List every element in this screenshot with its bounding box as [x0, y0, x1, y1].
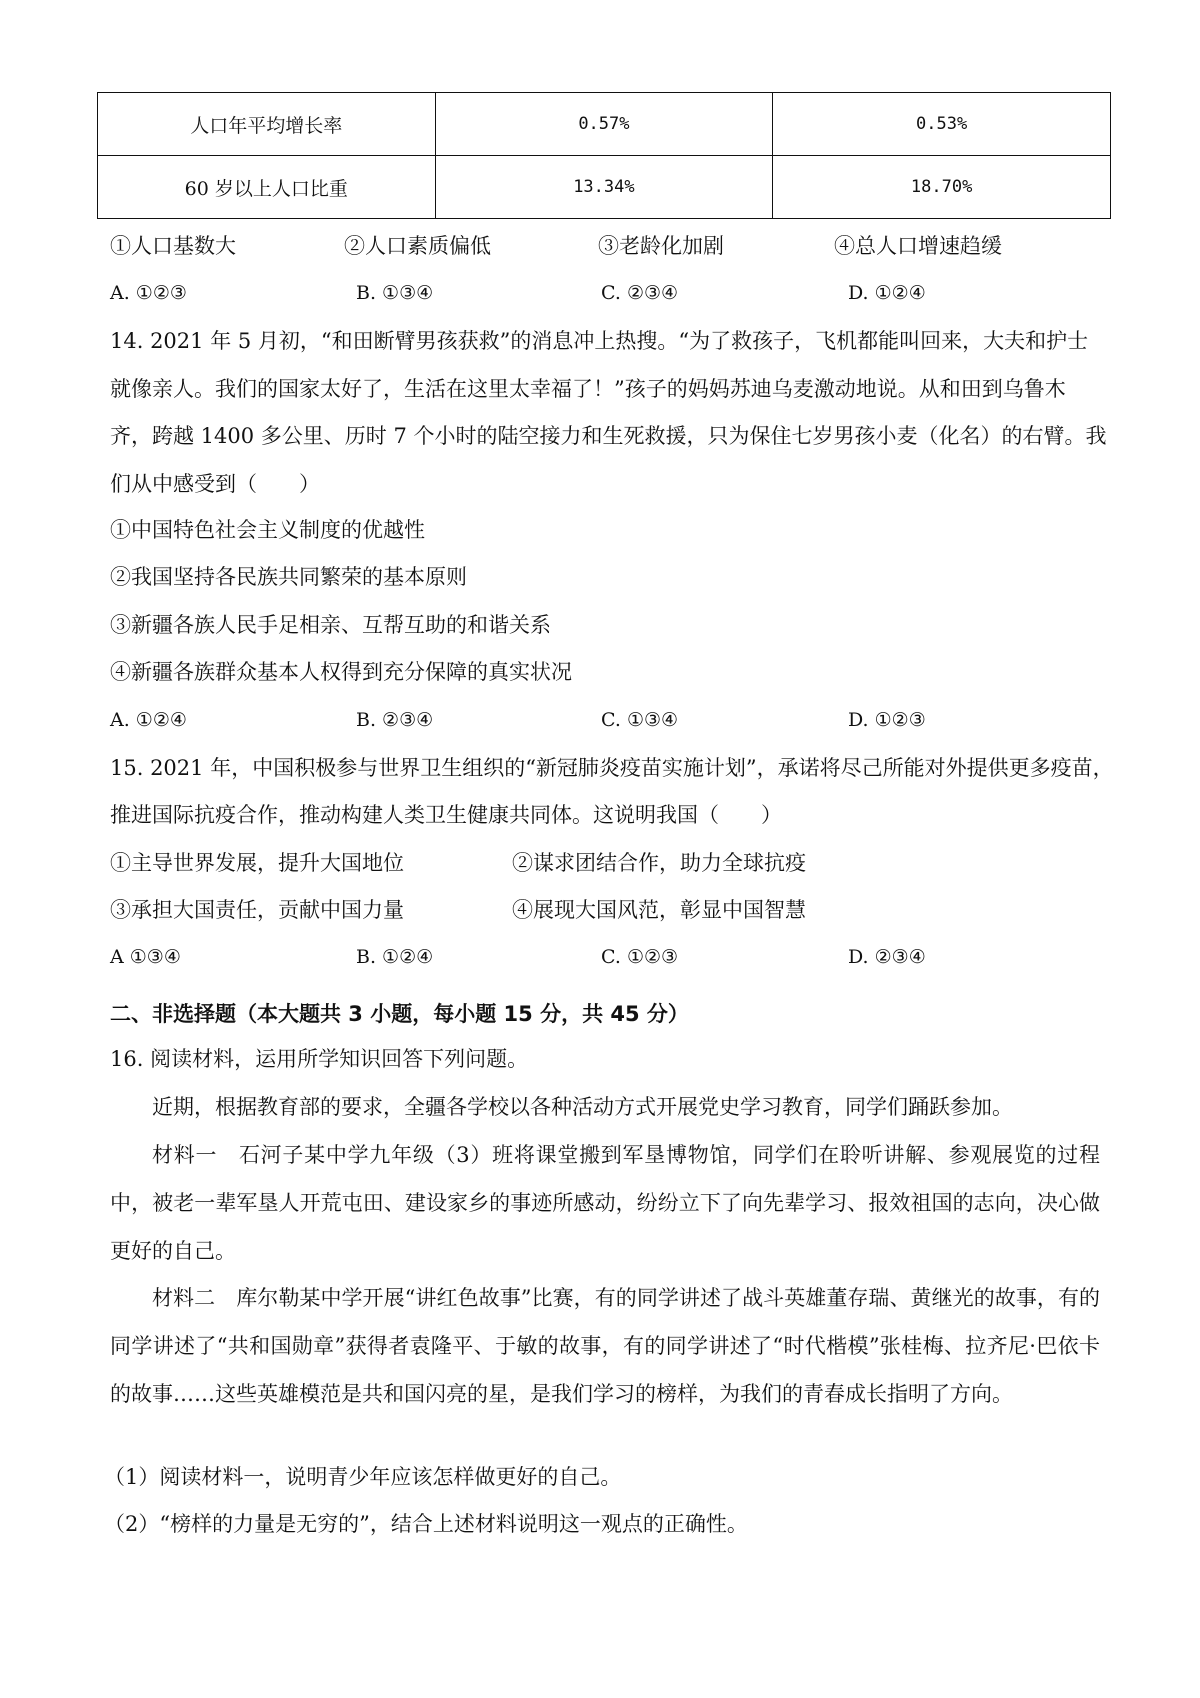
q13-answer-a: A. ①②③ [110, 282, 187, 304]
q14-line-1: 14. 2021 年 5 月初，“和田断臂男孩获救”的消息冲上热搜。“为了救孩子，飞机都能叫回来，大夫和护士 [110, 329, 1089, 353]
q13-statement-2: ②人口素质偏低 [344, 234, 491, 258]
table-cell: 13.34% [435, 156, 773, 219]
q15-statement-3: ③承担大国责任，贡献中国力量 [110, 898, 404, 922]
q15-answer-c: C. ①②③ [601, 946, 679, 968]
q15-answer-d: D. ②③④ [848, 946, 926, 968]
q13-answer-b: B. ①③④ [356, 282, 434, 304]
q13-statement-3: ③老龄化加剧 [598, 234, 724, 258]
population-table [97, 92, 1111, 219]
q16-material-2: 材料二 库尔勒某中学开展“讲红色故事”比赛，有的同学讲述了战斗英雄董存瑞、黄继光的故事，有的同学讲述了“共和国勋章”获得者袁隆平、于敏的故事，有的同学讲述了“时代楷模”张桂梅、拉齐尼·巴依卡的故事……这些英雄模范是共和国闪亮的星，是我们学习的榜样，为我们的青春成长指明了方向。 [110, 1286, 1100, 1406]
q13-statement-1: ①人口基数大 [110, 234, 236, 258]
q14-statement-2: ②我国坚持各民族共同繁荣的基本原则 [110, 565, 467, 589]
q14-answer-c: C. ①③④ [601, 709, 679, 731]
table-cell: 0.57% [435, 93, 773, 156]
q16-stem: 16. 阅读材料，运用所学知识回答下列问题。 [110, 1047, 529, 1071]
q15-line-2: 推进国际抗疫合作，推动构建人类卫生健康共同体。这说明我国（ ） [110, 803, 782, 827]
q13-answer-d: D. ①②④ [848, 282, 926, 304]
q14-answer-a: A. ①②④ [110, 709, 187, 731]
q13-answer-c: C. ②③④ [601, 282, 679, 304]
q14-statement-3: ③新疆各族人民手足相亲、互帮互助的和谐关系 [110, 613, 551, 637]
table-row [98, 156, 1111, 219]
q14-statement-1: ①中国特色社会主义制度的优越性 [110, 518, 425, 542]
q15-statement-2: ②谋求团结合作，助力全球抗疫 [512, 851, 806, 875]
table-cell: 18.70% [773, 156, 1111, 219]
q13-statement-4: ④总人口增速趋缓 [834, 234, 1002, 258]
q14-line-2: 就像亲人。我们的国家太好了，生活在这里太幸福了！”孩子的妈妈苏迪乌麦激动地说。从和田到乌鲁木 [110, 377, 1066, 401]
q15-line-1: 15. 2021 年，中国积极参与世界卫生组织的“新冠肺炎疫苗实施计划”，承诺将尽己所能对外提供更多疫苗， [110, 756, 1114, 780]
q14-statement-4: ④新疆各族群众基本人权得到充分保障的真实状况 [110, 660, 572, 684]
q16-subquestion-1: （1）阅读材料一，说明青少年应该怎样做更好的自己。 [104, 1465, 622, 1489]
q16-material-1: 材料一 石河子某中学九年级（3）班将课堂搬到军垦博物馆，同学们在聆听讲解、参观展览的过程中，被老一辈军垦人开荒屯田、建设家乡的事迹所感动，纷纷立下了向先辈学习、报效祖国的志向，决心做更好的自己。 [110, 1143, 1100, 1263]
table-cell: 人口年平均增长率 [98, 93, 436, 156]
q15-answer-b: B. ①②④ [356, 946, 434, 968]
q16-subquestion-2: （2）“榜样的力量是无穷的”，结合上述材料说明这一观点的正确性。 [104, 1512, 748, 1536]
q15-statement-1: ①主导世界发展，提升大国地位 [110, 851, 404, 875]
section-heading: 二、非选择题（本大题共 3 小题，每小题 15 分，共 45 分） [110, 1002, 689, 1026]
q14-line-4: 们从中感受到（ ） [110, 472, 320, 496]
table-cell: 60 岁以上人口比重 [98, 156, 436, 219]
q14-answer-d: D. ①②③ [848, 709, 926, 731]
table-cell: 0.53% [773, 93, 1111, 156]
q15-answer-a: A ①③④ [110, 946, 181, 968]
q15-statement-4: ④展现大国风范，彰显中国智慧 [512, 898, 806, 922]
table-row [98, 93, 1111, 156]
q14-answer-b: B. ②③④ [356, 709, 434, 731]
q16-intro: 近期，根据教育部的要求，全疆各学校以各种活动方式开展党史学习教育，同学们踊跃参加。 [152, 1095, 1013, 1119]
q14-line-3: 齐，跨越 1400 多公里、历时 7 个小时的陆空接力和生死救援，只为保住七岁男孩小麦（化名）的右臂。我 [110, 424, 1107, 448]
